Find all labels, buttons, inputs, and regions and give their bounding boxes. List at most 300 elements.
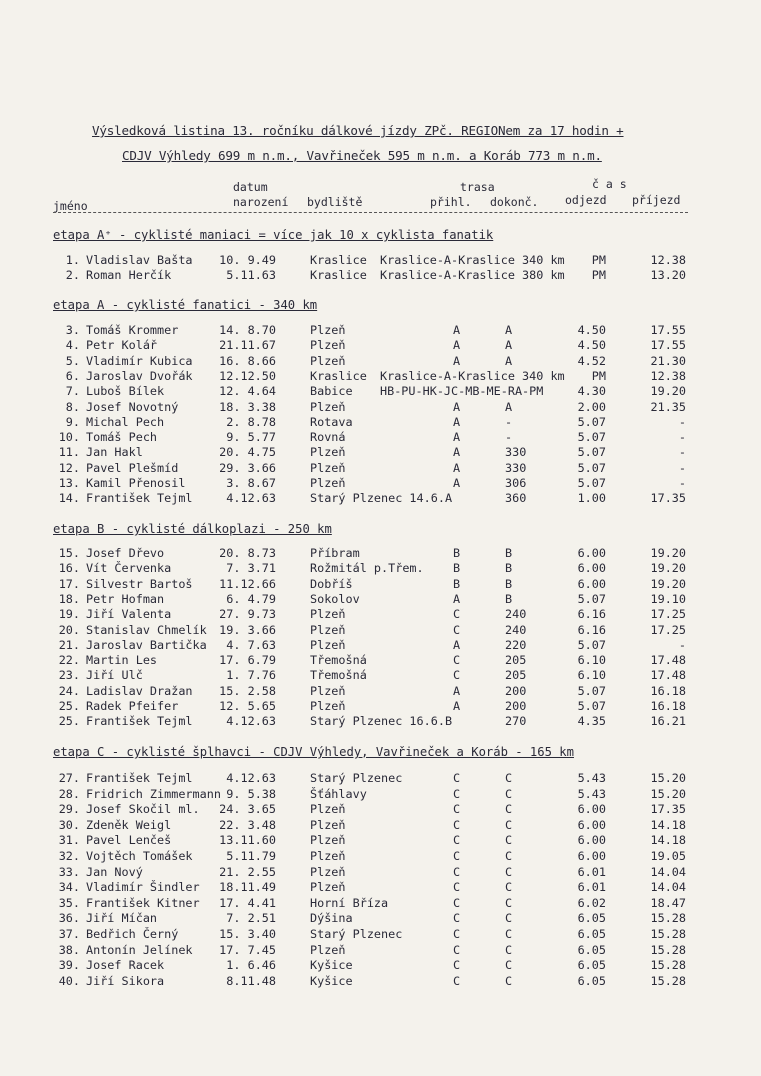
departure-time: 4.50 [577, 323, 606, 337]
route-registered: A [453, 399, 461, 414]
route-registered: B [453, 546, 461, 560]
row-number: 19. [58, 607, 80, 622]
table-row [0, 546, 761, 561]
residence: Plzeň [310, 323, 346, 337]
route-registered: A [453, 430, 461, 445]
arrival-time: 15.28 [650, 958, 686, 973]
arrival-time: 14.18 [650, 833, 686, 848]
route-registered: C [453, 911, 461, 926]
row-number: 1. [65, 253, 80, 267]
arrival-time: 17.55 [650, 338, 686, 353]
participant-name: Vít Červenka [86, 561, 172, 576]
row-number: 6. [65, 368, 80, 383]
participant-name: Petr Hofman [86, 591, 165, 606]
birth-date: 2. 8.78 [226, 414, 276, 429]
birth-date: 7. 3.71 [226, 561, 276, 576]
header-odjezd: odjezd [565, 193, 607, 207]
residence: Plzeň [310, 622, 346, 637]
route-completed: C [505, 973, 513, 988]
participant-name: Vladimír Kubica [86, 353, 193, 368]
route-description: Kraslice-A-Kraslice 380 km [380, 268, 565, 283]
row-number: 25. [58, 714, 80, 729]
route-registered: B [453, 576, 461, 591]
row-number: 4. [65, 338, 80, 353]
route-completed: C [505, 895, 513, 910]
route-registered: C [453, 895, 461, 910]
table-row [0, 958, 761, 973]
departure-time: 6.05 [577, 927, 606, 941]
route-registered: A [453, 683, 461, 698]
birth-date: 14. 8.70 [219, 323, 276, 337]
arrival-time: - [678, 637, 686, 652]
departure-time: 6.10 [577, 668, 606, 683]
route-completed: C [505, 786, 513, 801]
residence: Šťáhlavy [310, 786, 367, 801]
birth-date: 8.11.48 [226, 973, 276, 988]
birth-date: 1. 6.46 [226, 958, 276, 973]
route-registered: B [453, 561, 461, 576]
table-row [0, 338, 761, 353]
row-number: 30. [58, 817, 80, 832]
participant-name: Jiří Sikora [86, 973, 165, 988]
participant-name: Pavel Lenčeš [86, 833, 172, 848]
table-row [0, 268, 761, 283]
birth-date: 19. 3.66 [219, 622, 276, 637]
route-completed: - [505, 430, 513, 445]
route-registered: C [453, 653, 461, 668]
birth-date: 18. 3.38 [219, 399, 276, 414]
row-number: 33. [58, 864, 80, 879]
table-row [0, 771, 761, 786]
participant-name: František Tejml [86, 714, 193, 729]
departure-time: 4.50 [577, 338, 606, 353]
participant-name: Silvestr Bartoš [86, 576, 193, 591]
participant-name: Ladislav Dražan [86, 683, 193, 698]
route-registered: C [453, 622, 461, 637]
row-number: 32. [58, 849, 80, 863]
route-registered: A [453, 460, 461, 475]
arrival-time: 19.05 [650, 849, 686, 863]
route-completed: A [505, 399, 513, 414]
departure-time: 5.07 [577, 699, 606, 713]
residence: Plzeň [310, 817, 346, 832]
header-bydliste: bydliště [307, 195, 363, 209]
route-description: Kraslice-A-Kraslice 340 km [380, 253, 565, 267]
row-number: 25. [58, 699, 80, 713]
departure-time: 5.07 [577, 445, 606, 460]
table-row [0, 787, 761, 802]
row-number: 38. [58, 942, 80, 957]
arrival-time: 15.28 [650, 942, 686, 957]
header-name: jméno [53, 199, 88, 213]
route-completed: C [505, 942, 513, 957]
route-registered: A [453, 591, 461, 606]
arrival-time: 16.21 [650, 714, 686, 729]
table-row [0, 607, 761, 622]
participant-name: František Kitner [86, 895, 200, 910]
route-registered: C [453, 817, 461, 832]
birth-date: 10. 9.49 [219, 253, 276, 267]
departure-time: 6.16 [577, 622, 606, 637]
arrival-time: - [678, 414, 686, 429]
row-number: 7. [65, 384, 80, 399]
row-number: 5. [65, 353, 80, 368]
table-row [0, 974, 761, 989]
departure-time: 6.00 [577, 817, 606, 832]
table-row [0, 699, 761, 714]
arrival-time: 15.28 [650, 927, 686, 941]
row-number: 14. [58, 491, 80, 506]
arrival-time: 17.48 [650, 653, 686, 668]
departure-time: 6.16 [577, 607, 606, 622]
residence: Plzeň [310, 699, 346, 713]
birth-date: 29. 3.66 [219, 460, 276, 475]
birth-date: 11.12.66 [219, 576, 276, 591]
route-registered: A [453, 353, 461, 368]
route-completed: 200 [505, 699, 527, 713]
birth-date: 17. 7.45 [219, 942, 276, 957]
birth-date: 20. 8.73 [219, 546, 276, 560]
arrival-time: 21.30 [650, 353, 686, 368]
table-row [0, 577, 761, 592]
route-completed: B [505, 546, 513, 560]
table-row [0, 384, 761, 399]
departure-time: 5.07 [577, 414, 606, 429]
route-completed: 205 [505, 668, 527, 683]
route-completed: C [505, 849, 513, 863]
arrival-time: - [678, 445, 686, 460]
residence: Kyšice [310, 973, 353, 988]
participant-name: Josef Novotný [86, 399, 179, 414]
table-row [0, 415, 761, 430]
birth-date: 17. 4.41 [219, 895, 276, 910]
participant-name: Antonín Jelínek [86, 942, 193, 957]
table-row [0, 880, 761, 895]
table-row [0, 253, 761, 268]
residence: Plzeň [310, 445, 346, 460]
birth-date: 4.12.63 [226, 491, 276, 506]
header-prihl: přihl. [430, 195, 472, 209]
residence: Rotava [310, 414, 353, 429]
header-narozeni: narození [233, 195, 289, 209]
row-number: 11. [58, 445, 80, 460]
departure-time: 4.35 [577, 714, 606, 729]
birth-date: 3. 8.67 [226, 476, 276, 490]
table-row [0, 476, 761, 491]
route-registered: C [453, 802, 461, 817]
departure-time: 6.00 [577, 802, 606, 817]
participant-name: Jiří Ulč [86, 668, 143, 683]
birth-date: 5.11.63 [226, 268, 276, 283]
arrival-time: 15.28 [650, 911, 686, 926]
route-completed: 220 [505, 637, 527, 652]
birth-date: 6. 4.79 [226, 591, 276, 606]
table-row [0, 943, 761, 958]
arrival-time: 19.20 [650, 384, 686, 399]
route-completed: B [505, 561, 513, 576]
table-row [0, 369, 761, 384]
route-registered: C [453, 958, 461, 973]
arrival-time: 21.35 [650, 399, 686, 414]
route-completed: 360 [505, 491, 527, 506]
departure-time: 6.01 [577, 880, 606, 895]
route-description: HB-PU-HK-JC-MB-ME-RA-PM [380, 384, 544, 399]
route-completed: A [505, 323, 513, 337]
row-number: 27. [58, 771, 80, 785]
birth-date: 17. 6.79 [219, 653, 276, 668]
route-completed: C [505, 771, 513, 785]
residence: Plzeň [310, 353, 346, 368]
departure-time: PM [591, 268, 606, 283]
route-registered: A [453, 445, 461, 460]
residence: Plzeň [310, 476, 346, 490]
route-completed: 270 [505, 714, 527, 729]
residence: Horní Bříza [310, 895, 389, 910]
row-number: 15. [58, 546, 80, 560]
participant-name: Tomáš Pech [86, 430, 158, 445]
arrival-time: 17.48 [650, 668, 686, 683]
table-row [0, 684, 761, 699]
departure-time: 6.00 [577, 546, 606, 560]
document-title-line-1: Výsledková listina 13. ročníku dálkové jízdy ZPč. REGIONem za 17 hodin + [92, 123, 624, 138]
birth-date: 12. 5.65 [219, 699, 276, 713]
arrival-time: 19.20 [650, 546, 686, 560]
departure-time: 6.00 [577, 576, 606, 591]
route-completed: 205 [505, 653, 527, 668]
row-number: 10. [58, 430, 80, 445]
residence: Starý Plzenec [310, 927, 403, 941]
route-completed: B [505, 576, 513, 591]
participant-name: Zdeněk Weigl [86, 817, 172, 832]
departure-time: 5.07 [577, 476, 606, 490]
participant-name: Jiří Míčan [86, 911, 158, 926]
header-trasa: trasa [460, 180, 495, 194]
arrival-time: 12.38 [650, 253, 686, 267]
route-description: Kraslice-A-Kraslice 340 km [380, 368, 565, 383]
departure-time: 6.05 [577, 973, 606, 988]
birth-date: 4.12.63 [226, 714, 276, 729]
residence: Rovná [310, 430, 346, 445]
table-row [0, 623, 761, 638]
arrival-time: 15.20 [650, 771, 686, 785]
table-row [0, 833, 761, 848]
header-cas: č a s [592, 177, 627, 191]
birth-date: 9. 5.38 [226, 786, 276, 801]
residence: Kraslice [310, 368, 367, 383]
arrival-time: 16.18 [650, 699, 686, 713]
route-completed: 200 [505, 683, 527, 698]
departure-time: 6.00 [577, 561, 606, 576]
table-row [0, 592, 761, 607]
route-registered: C [453, 668, 461, 683]
section-heading: etapa A⁺ - cyklisté maniaci = více jak 10 x cyklista fanatik [53, 228, 494, 242]
arrival-time: 15.28 [650, 973, 686, 988]
table-row [0, 714, 761, 729]
row-number: 37. [58, 927, 80, 941]
birth-date: 27. 9.73 [219, 607, 276, 622]
table-row [0, 865, 761, 880]
row-number: 21. [58, 637, 80, 652]
participant-name: Kamil Přenosil [86, 476, 186, 490]
participant-name: Jan Nový [86, 864, 143, 879]
departure-time: 5.07 [577, 683, 606, 698]
row-number: 2. [65, 268, 80, 283]
route-completed: 240 [505, 607, 527, 622]
route-registered: A [453, 414, 461, 429]
table-row [0, 638, 761, 653]
departure-time: 4.52 [577, 353, 606, 368]
row-number: 39. [58, 958, 80, 973]
table-row [0, 323, 761, 338]
departure-time: 5.43 [577, 786, 606, 801]
departure-time: 4.30 [577, 384, 606, 399]
participant-name: Josef Skočil ml. [86, 802, 200, 817]
residence: Plzeň [310, 683, 346, 698]
participant-name: Luboš Bílek [86, 384, 165, 399]
departure-time: 6.00 [577, 849, 606, 863]
table-row [0, 430, 761, 445]
participant-name: Jiří Valenta [86, 607, 172, 622]
table-row [0, 354, 761, 369]
route-registered: C [453, 942, 461, 957]
birth-date: 21. 2.55 [219, 864, 276, 879]
departure-time: 6.10 [577, 653, 606, 668]
row-number: 28. [58, 786, 80, 801]
route-registered: C [453, 771, 461, 785]
birth-date: 1. 7.76 [226, 668, 276, 683]
birth-date: 24. 3.65 [219, 802, 276, 817]
route-registered: A [453, 323, 461, 337]
departure-time: 6.05 [577, 942, 606, 957]
row-number: 36. [58, 911, 80, 926]
arrival-time: 14.04 [650, 864, 686, 879]
arrival-time: 19.20 [650, 576, 686, 591]
row-number: 29. [58, 802, 80, 817]
birth-date: 16. 8.66 [219, 353, 276, 368]
residence: Plzeň [310, 399, 346, 414]
residence: Plzeň [310, 833, 346, 848]
route-completed: C [505, 927, 513, 941]
arrival-time: 17.35 [650, 491, 686, 506]
residence: Plzeň [310, 849, 346, 863]
table-row [0, 668, 761, 683]
arrival-time: - [678, 430, 686, 445]
route-completed: C [505, 817, 513, 832]
participant-name: Vladislav Bašta [86, 253, 193, 267]
route-registered: C [453, 786, 461, 801]
arrival-time: - [678, 460, 686, 475]
departure-time: 6.05 [577, 911, 606, 926]
residence: Plzeň [310, 942, 346, 957]
table-row [0, 802, 761, 817]
departure-time: 5.07 [577, 460, 606, 475]
participant-name: Vladimír Šindler [86, 880, 200, 895]
birth-date: 15. 2.58 [219, 683, 276, 698]
birth-date: 21.11.67 [219, 338, 276, 353]
section-heading: etapa B - cyklisté dálkoplazi - 250 km [53, 522, 332, 536]
row-number: 24. [58, 683, 80, 698]
birth-date: 22. 3.48 [219, 817, 276, 832]
participant-name: Tomáš Krommer [86, 323, 179, 337]
arrival-time: - [678, 476, 686, 490]
participant-name: Petr Kolář [86, 338, 158, 353]
document-title-line-2: CDJV Výhledy 699 m n.m., Vavřineček 595 m n.m. a Koráb 773 m n.m. [122, 148, 602, 163]
table-row [0, 491, 761, 506]
row-number: 20. [58, 622, 80, 637]
arrival-time: 19.20 [650, 561, 686, 576]
participant-name: Bedřich Černý [86, 927, 179, 941]
arrival-time: 18.47 [650, 895, 686, 910]
residence: Plzeň [310, 607, 346, 622]
table-row [0, 927, 761, 942]
route-registered: C [453, 864, 461, 879]
birth-date: 7. 2.51 [226, 911, 276, 926]
participant-name: Jaroslav Dvořák [86, 368, 193, 383]
row-number: 12. [58, 460, 80, 475]
arrival-time: 13.20 [650, 268, 686, 283]
residence: Plzeň [310, 338, 346, 353]
arrival-time: 17.55 [650, 323, 686, 337]
participant-name: Josef Dřevo [86, 546, 165, 560]
table-row [0, 849, 761, 864]
table-row [0, 896, 761, 911]
table-row [0, 400, 761, 415]
birth-date: 12. 4.64 [219, 384, 276, 399]
row-number: 35. [58, 895, 80, 910]
participant-name: Michal Pech [86, 414, 165, 429]
participant-name: Jan Hakl [86, 445, 143, 460]
header-dokonc: dokonč. [490, 195, 539, 209]
birth-date: 4. 7.63 [226, 637, 276, 652]
route-completed: 240 [505, 622, 527, 637]
table-row [0, 653, 761, 668]
residence: Starý Plzenec 14.6.A [310, 491, 453, 506]
table-row [0, 445, 761, 460]
departure-time: 6.02 [577, 895, 606, 910]
route-registered: C [453, 973, 461, 988]
residence: Starý Plzenec 16.6.B [310, 714, 453, 729]
route-registered: C [453, 833, 461, 848]
row-number: 40. [58, 973, 80, 988]
residence: Třemošná [310, 653, 367, 668]
residence: Dýšina [310, 911, 353, 926]
participant-name: Vojtěch Tomášek [86, 849, 193, 863]
birth-date: 20. 4.75 [219, 445, 276, 460]
participant-name: Radek Pfeifer [86, 699, 179, 713]
birth-date: 4.12.63 [226, 771, 276, 785]
arrival-time: 17.25 [650, 607, 686, 622]
header-rule [53, 212, 688, 213]
arrival-time: 14.04 [650, 880, 686, 895]
route-registered: C [453, 849, 461, 863]
route-registered: A [453, 699, 461, 713]
departure-time: 6.01 [577, 864, 606, 879]
departure-time: PM [591, 253, 606, 267]
participant-name: Jaroslav Bartička [86, 637, 207, 652]
route-completed: C [505, 802, 513, 817]
route-completed: C [505, 958, 513, 973]
birth-date: 13.11.60 [219, 833, 276, 848]
participant-name: Pavel Plešmíd [86, 460, 179, 475]
arrival-time: 12.38 [650, 368, 686, 383]
departure-time: 6.05 [577, 958, 606, 973]
row-number: 22. [58, 653, 80, 668]
residence: Kyšice [310, 958, 353, 973]
arrival-time: 17.25 [650, 622, 686, 637]
row-number: 23. [58, 668, 80, 683]
table-row [0, 561, 761, 576]
residence: Dobříš [310, 576, 353, 591]
